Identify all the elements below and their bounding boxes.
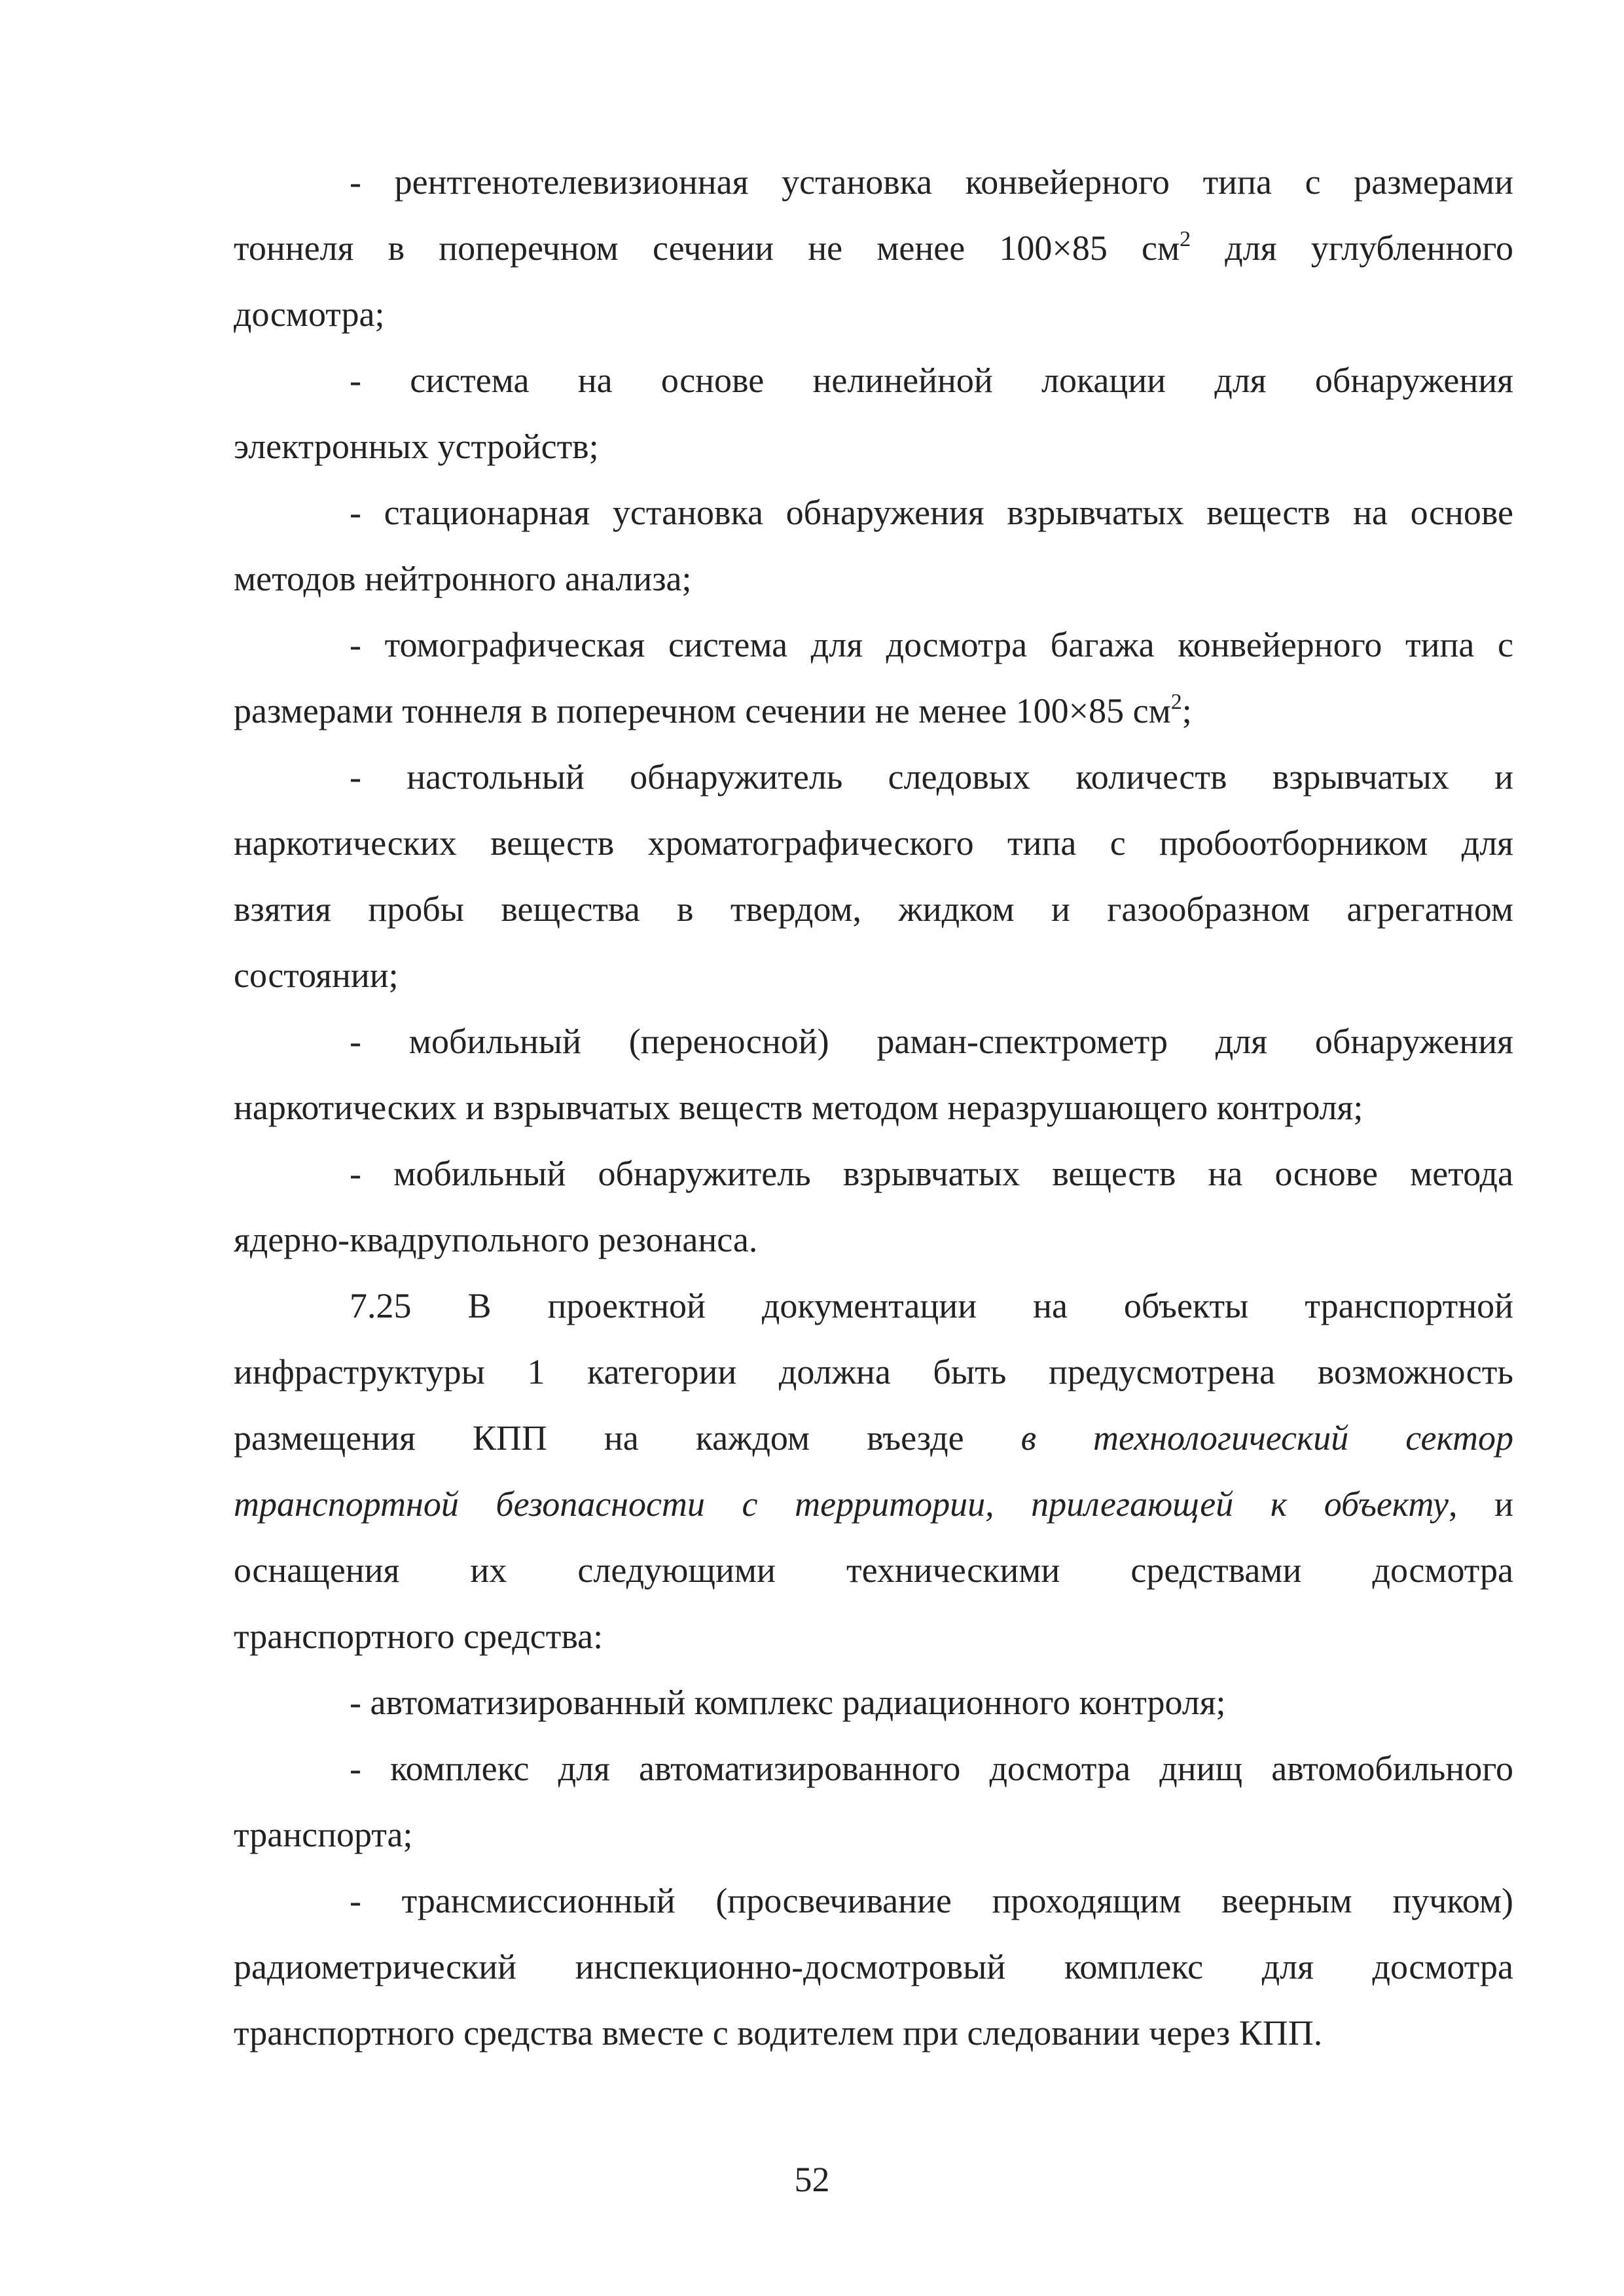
text-line: оснащения их следующими техническими средствами досмотра — [234, 1551, 1513, 1590]
text-line: - трансмиссионный (просвечивание проходящим веерным пучком) — [350, 1881, 1513, 1920]
text-line — [234, 215, 1513, 281]
text-line: - комплекс для автоматизированного досмотра днищ автомобильного — [350, 1749, 1513, 1788]
text-line: - мобильный обнаружитель взрывчатых веществ на основе метода — [350, 1154, 1513, 1193]
text-fragment: , и — [1448, 1484, 1513, 1524]
text-line: - автоматизированный комплекс радиационного контроля; — [350, 1683, 1226, 1722]
item-transmission-complex — [234, 1868, 1513, 2066]
item-nonlinear-location — [234, 348, 1513, 480]
italic-fragment: в технологический сектор — [1020, 1418, 1513, 1458]
item-tomography — [234, 612, 1513, 744]
text-line: взятия пробы вещества в твердом, жидком и газообразном агрегатном — [234, 889, 1513, 929]
text-line: - рентгенотелевизионная установка конвейерного типа с размерами — [350, 162, 1513, 202]
text-line — [234, 1471, 1513, 1537]
text-fragment: ; — [1182, 691, 1192, 730]
text-line: методов нейтронного анализа; — [234, 559, 692, 598]
text-line: транспортного средства: — [234, 1617, 604, 1656]
item-raman-spectrometer — [234, 1009, 1513, 1141]
text-fragment: для углубленного — [1191, 228, 1514, 268]
text-line: радиометрический инспекционно-досмотровый комплекс для досмотра — [234, 1947, 1513, 1986]
item-xray-conveyor — [234, 149, 1513, 348]
text-line — [234, 1405, 1513, 1471]
text-fragment: размерами тоннеля в поперечном сечении не менее 100×85 см — [234, 691, 1171, 730]
text-line: досмотра; — [234, 295, 385, 334]
text-line: наркотических веществ хроматографического типа с пробоотборником для — [234, 823, 1513, 863]
text-line: - томографическая система для досмотра багажа конвейерного типа с — [350, 625, 1513, 664]
item-nqr-detector — [234, 1141, 1513, 1273]
page-number: 52 — [794, 2160, 830, 2199]
text-line — [234, 678, 1513, 744]
text-line: транспорта; — [234, 1815, 413, 1854]
text-line: - система на основе нелинейной локации для обнаружения — [350, 361, 1513, 400]
italic-fragment: транспортной безопасности с территории, прилегающей к объекту — [234, 1484, 1449, 1524]
clause-7-25 — [234, 1273, 1513, 1670]
text-line: состоянии; — [234, 956, 399, 995]
superscript: 2 — [1170, 690, 1182, 714]
item-neutron-analysis — [234, 480, 1513, 612]
item-underbody-inspection — [234, 1736, 1513, 1868]
text-line: электронных устройств; — [234, 427, 599, 466]
text-line: 7.25 В проектной документации на объекты транспортной — [350, 1286, 1513, 1325]
text-line: - стационарная установка обнаружения взрывчатых веществ на основе — [350, 493, 1513, 532]
text-line: инфраструктуры 1 категории должна быть предусмотрена возможность — [234, 1352, 1513, 1391]
text-line: транспортного средства вместе с водителем при следовании через КПП. — [234, 2013, 1323, 2053]
item-trace-detector — [234, 744, 1513, 1009]
document-body — [234, 149, 1513, 2066]
text-line: - настольный обнаружитель следовых количеств взрывчатых и — [350, 757, 1513, 797]
text-line: ядерно-квадрупольного резонанса. — [234, 1220, 758, 1259]
text-line: наркотических и взрывчатых веществ методом неразрушающего контроля; — [234, 1088, 1363, 1127]
superscript: 2 — [1180, 227, 1191, 251]
text-line: - мобильный (переносной) раман-спектрометр для обнаружения — [350, 1022, 1513, 1061]
text-fragment: размещения КПП на каждом въезде — [234, 1418, 1021, 1458]
item-radiation-control — [234, 1670, 1513, 1736]
text-fragment: тоннеля в поперечном сечении не менее 100×85 см — [234, 228, 1180, 268]
